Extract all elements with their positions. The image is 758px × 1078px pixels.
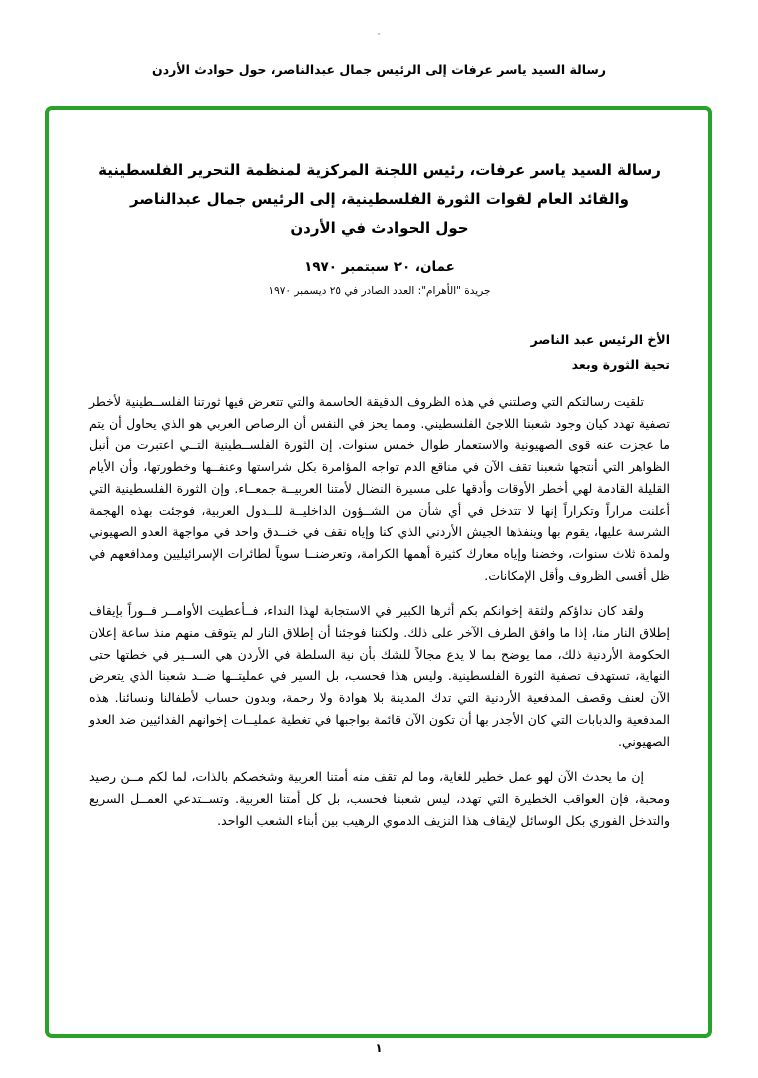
letter-source-line: جريدة "الأهرام": العدد الصادر في ٢٥ ديسمبر ١٩٧٠ <box>268 285 491 297</box>
letter-green-border-box <box>45 106 712 1038</box>
top-page-mark: · <box>377 30 381 40</box>
letter-title-line-2: والقائد العام لقوات الثورة الفلسطينية، إلى الرئيس جمال عبدالناصر <box>130 190 629 208</box>
letter-paragraph-2: ولقد كان نداؤكم ولثقة إخوانكم بكم أثرها الكبير في الاستجابة لهذا النداء، فــأعطيت الأوامــر فــوراً بإيقاف إطلاق النار منا، إذا ما وافق الطرف الآخر على ذلك. ولكننا فوجئنا أن إطلاق النار لم يتوقف منهم منذ ساعة إعلان الحكومة الأردنية ذلك، مما يوضح بما لا يدع مجالاً للشك بأن نية السلطة في الأردن هي الســير في خطتها حتى النهاية، تستهدف تصفية الثورة الفلسطينية. وليس هذا فحسب، بل السير في عمليتــها ضــد شعبنا الذي يتعرض الآن لعنف وقصف المدفعية الأردنية التي تدك المدينة بلا هوادة ولا رحمة، وبدون حساب لأطفالنا ونسائنا. هذه المدفعية والدبابات التي كان الأجدر بها أن تكون الآن قائمة بواجبها في تغطية عمليــات إخوانهم الفدائيين ضد العدو الصهيوني. <box>89 603 670 749</box>
salutation-block <box>89 327 670 377</box>
letter-title-line-3: حول الحوادث في الأردن <box>290 219 469 237</box>
page-number: ١ <box>375 1041 383 1055</box>
letter-date-line: عمان، ٢٠ سبتمبر ١٩٧٠ <box>304 259 455 275</box>
greeting-line: تحية الثورة وبعد <box>571 357 670 372</box>
salutation-line: الأخ الرئيس عبد الناصر <box>530 332 670 347</box>
letter-paragraph-1: تلقيت رسالتكم التي وصلتني في هذه الظروف الدقيقة الحاسمة والتي تتعرض فيها ثورتنا الفلســطينية لأخطر تصفية تهدد كيان وجود شعبنا اللاجئ الفلسطيني. ومما يحز في النفس أن الرصاص العربي هو الذي يحاول أن يتم ما عجزت عنه قوى الصهيونية والاستعمار طوال خمس سنوات. إن الثورة الفلســطينية التــي اعتبرت من أنبل الظواهر التي أنتجها شعبنا تقف الآن في مناقع الدم تواجه المؤامرة بكل شراستها وعنفــها وخطورتها، وأن الأيام القليلة القادمة لهي أخطر الأوقات وأدقها على مسيرة النضال لأمتنا العربيــة جمعــاء. وإن الثورة الفلسطينية التي أعلنت مراراً وتكراراً إنها لا تتدخل في أي شأن من الشــؤون الداخليــة للــدول العربية، فوجئت بهذه الهجمة الشرسة عليها، يقوم بها وينفذها الجيش الأردني الذي كنا وإياه نقف في خنــدق واحد في مواجهة العدو الصهيوني ولمدة ثلاث سنوات، وخضنا وإياه معارك كثيرة أهمها الكرامة، وتعرضنــا سوياً لطائرات الإسرائيليين ومدافعهم في ظل أقسى الظروف وأقل الإمكانات. <box>89 394 670 583</box>
letter-title <box>89 156 670 243</box>
letter-title-line-1: رسالة السيد ياسر عرفات، رئيس اللجنة المركزية لمنظمة التحرير الفلسطينية <box>98 161 661 179</box>
letter-paragraph-3: إن ما يحدث الآن لهو عمل خطير للغاية، وما لم تقف منه أمتنا العربية وشخصكم بالذات، لما لكم مــن رصيد ومحبة، فإن العواقب الخطيرة التي تهدد، ليس شعبنا فحسب، بل كل أمتنا العربية. وتســتدعي العمــل السريع والتدخل الفوري بكل الوسائل لإيقاف هذا النزيف الدموي الرهيب بين أبناء الشعب الواحد. <box>89 769 670 828</box>
running-header: رسالة السيد ياسر عرفات إلى الرئيس جمال عبدالناصر، حول حوادث الأردن <box>152 62 606 77</box>
